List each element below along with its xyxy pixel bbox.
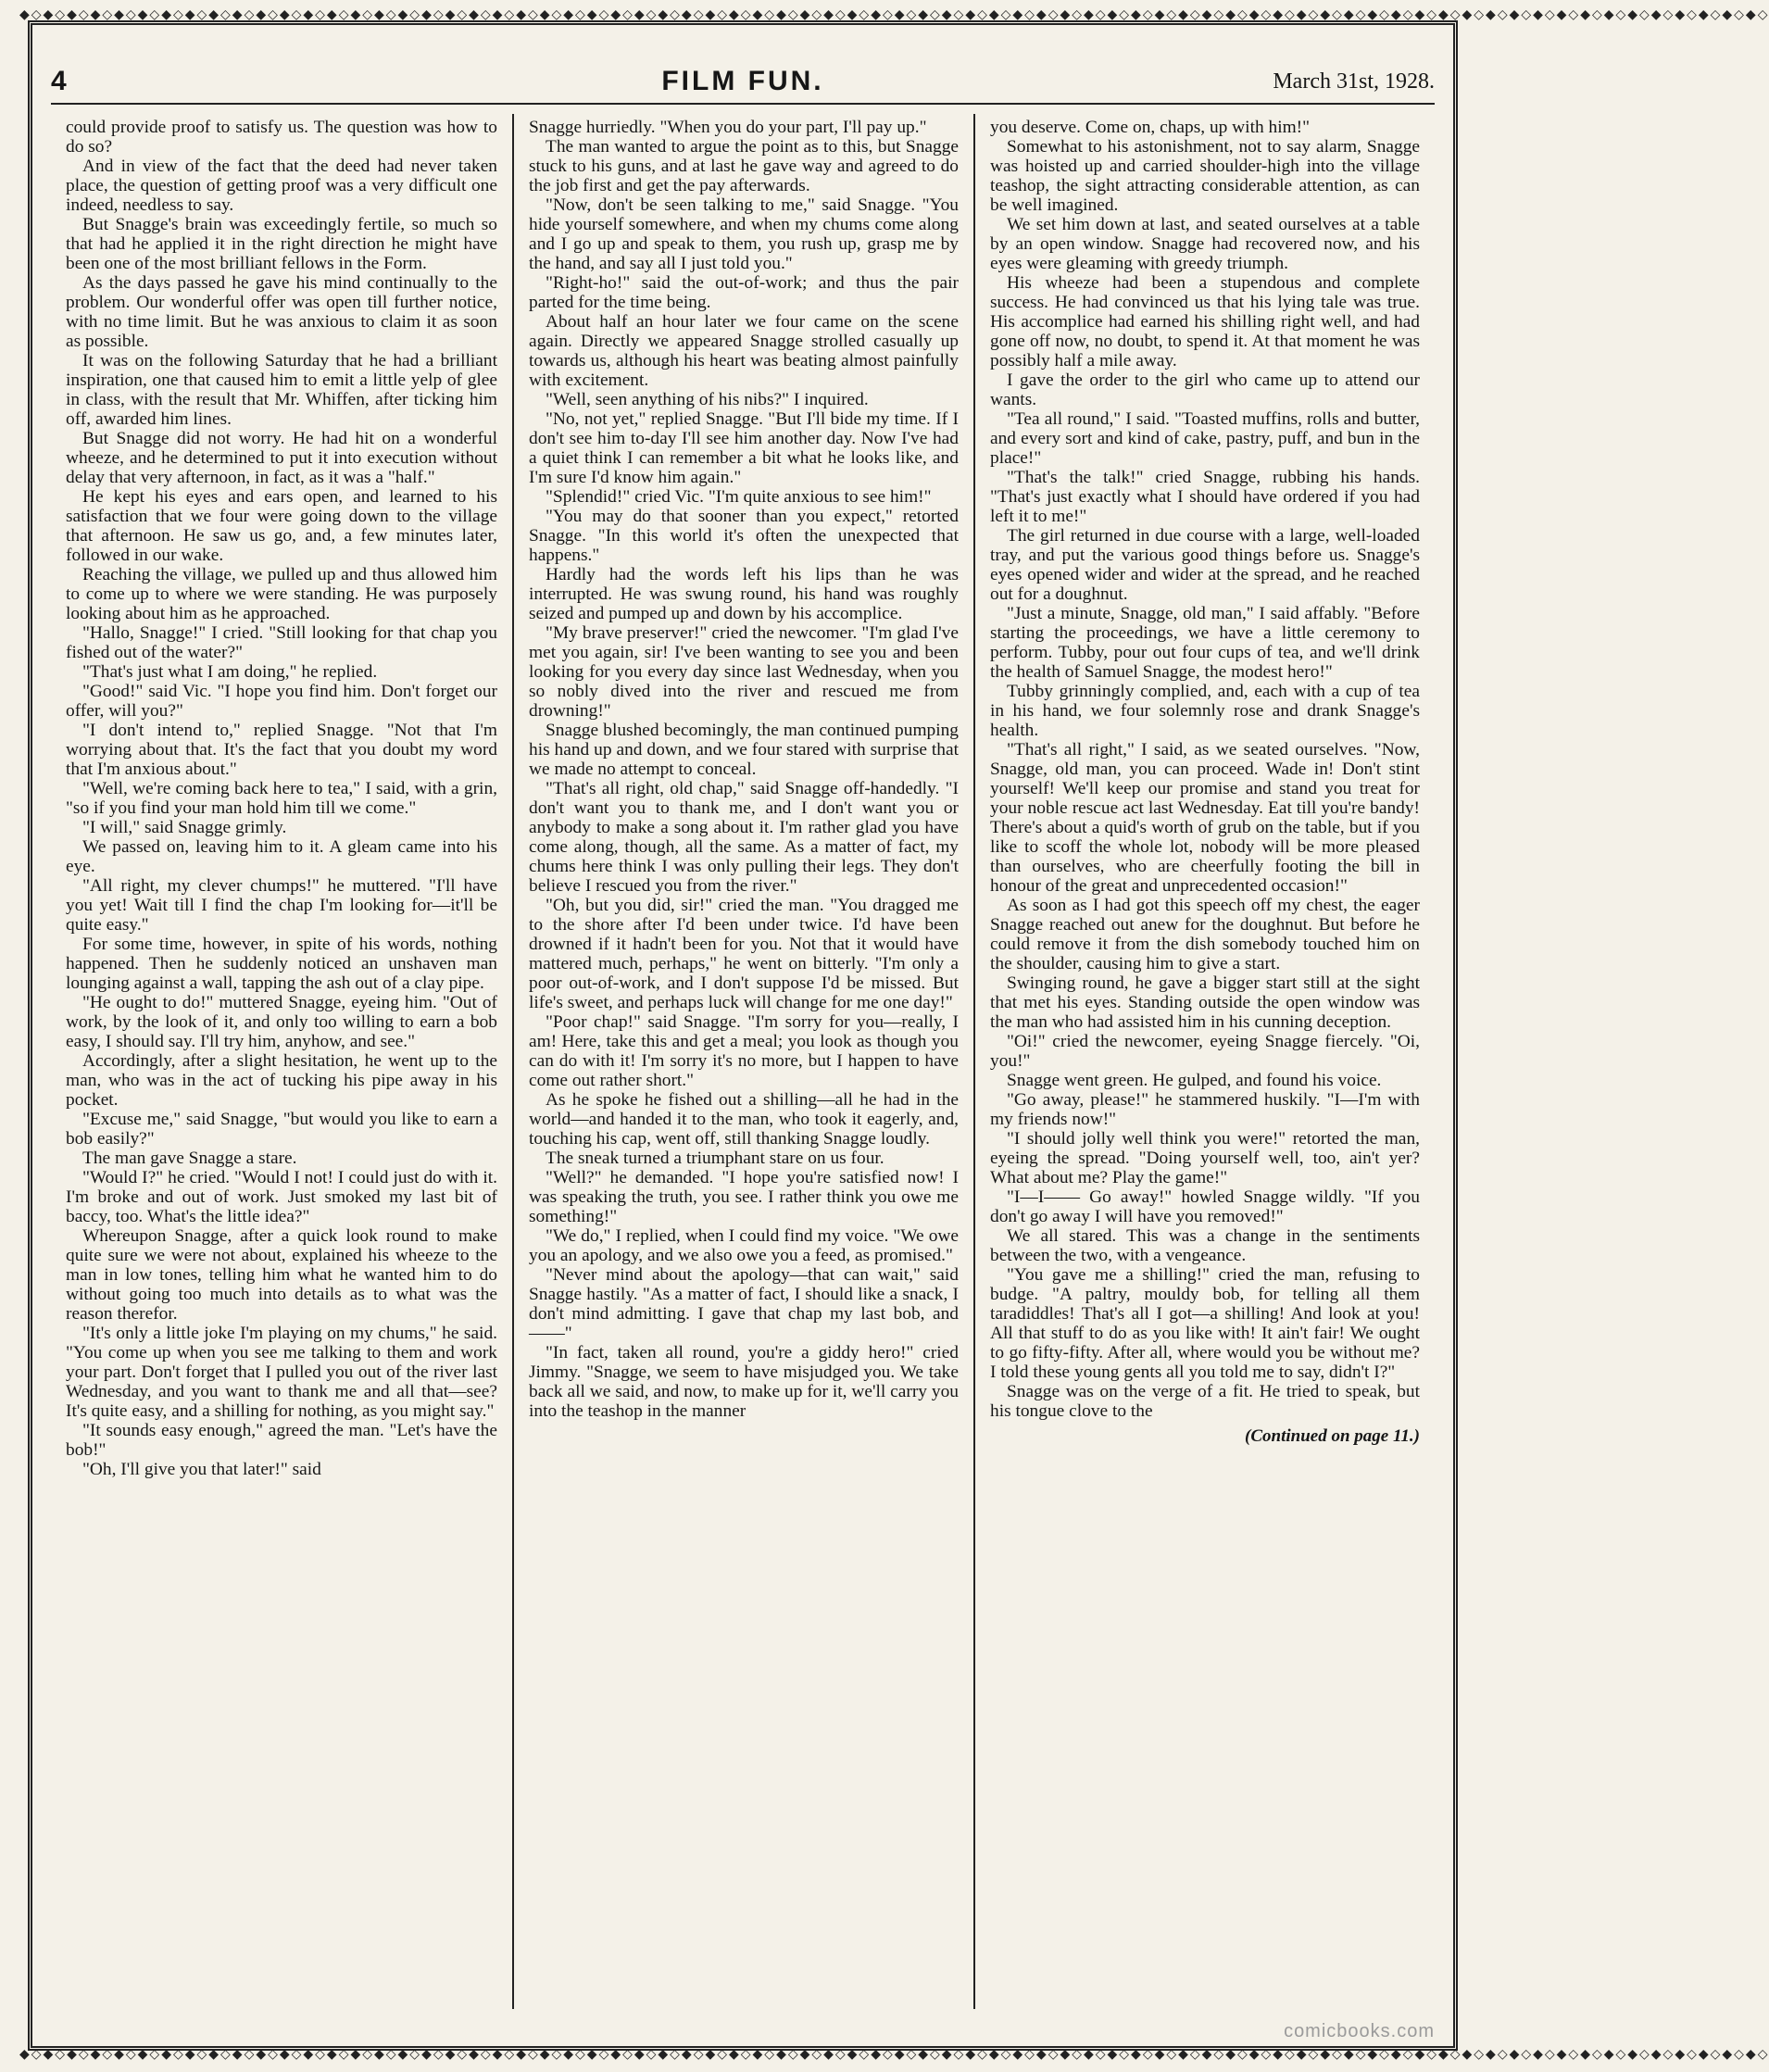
article-paragraph: Snagge hurriedly. "When you do your part, I'll pay up." xyxy=(529,118,927,137)
article-paragraph: "Oh, I'll give you that later!" said xyxy=(82,1460,321,1479)
ornamental-border-top: ◆◇◆◇◆◇◆◇◆◇◆◇◆◇◆◇◆◇◆◇◆◇◆◇◆◇◆◇◆◇◆◇◆◇◆◇◆◇◆◇◆◇◆◇◆◇◆◇◆◇◆◇◆◇◆◇◆◇◆◇◆◇◆◇◆◇◆◇◆◇◆◇◆◇◆◇◆◇◆◇◆◇◆◇◆◇◆◇◆◇◆◇◆◇◆◇◆◇◆◇◆◇◆◇◆◇◆◇◆◇◆◇◆◇◆◇◆◇◆◇◆◇◆◇◆◇◆◇◆◇◆◇◆◇◆◇◆◇◆◇◆◇◆◇◆◇◆◇ xyxy=(19,8,1769,22)
article-paragraph: Hardly had the words left his lips than he was interrupted. He was swung round, his hand was roughly seized and pumped up and down by his accomplice. xyxy=(529,565,959,623)
article-paragraph: We all stared. This was a change in the sentiments between the two, with a vengeance. xyxy=(990,1226,1420,1265)
article-paragraph: But Snagge did not worry. He had hit on a wonderful wheeze, and he determined to put it into execution without delay that very afternoon, in fact, as it was a "half." xyxy=(66,429,497,487)
article-paragraph: "We do," I replied, when I could find my voice. "We owe you an apology, and we also owe you a feed, as promised." xyxy=(529,1226,959,1265)
article-paragraph: Reaching the village, we pulled up and thus allowed him to come up to where we were standing. He was purposely looking about him as he approached. xyxy=(66,565,497,623)
article-paragraph: "Would I?" he cried. "Would I not! I could just do with it. I'm broke and out of work. Just smoked my last bit of baccy, too. What's the little idea?" xyxy=(66,1168,497,1226)
page-number: 4 xyxy=(51,66,67,96)
article-paragraph: The man gave Snagge a stare. xyxy=(82,1149,297,1168)
article-paragraph: "I should jolly well think you were!" retorted the man, eyeing the spread. "Doing yourself well, too, ain't yer? What about me? Play the game!" xyxy=(990,1129,1420,1187)
article-paragraph: "Tea all round," I said. "Toasted muffins, rolls and butter, and every sort and kind of cake, pastry, puff, and bun in the place!" xyxy=(990,409,1420,468)
article-paragraph: "No, not yet," replied Snagge. "But I'll bide my time. If I don't see him to-day I'll see him another day. Now I've had a quiet think I can remember a bit what he looks like, and I'm sure I'd know him again." xyxy=(529,409,959,487)
article-paragraph: "Well, we're coming back here to tea," I said, with a grin, "so if you find your man hold him till we come." xyxy=(66,779,497,818)
article-paragraph: Tubby grinningly complied, and, each with a cup of tea in his hand, we four solemnly rose and drank Snagge's health. xyxy=(990,682,1420,740)
article-paragraph: His wheeze had been a stupendous and complete success. He had convinced us that his lying tale was true. His accomplice had earned his shilling right well, and had gone off now, no doubt, to spend it. At that moment he was possibly half a mile away. xyxy=(990,273,1420,370)
article-paragraph: "All right, my clever chumps!" he muttered. "I'll have you yet! Wait till I find the chap I'm looking for—it'll be quite easy." xyxy=(66,876,497,935)
article-paragraph: The sneak turned a triumphant stare on us four. xyxy=(546,1149,884,1168)
article-paragraph: "You may do that sooner than you expect," retorted Snagge. "In this world it's often the unexpected that happens." xyxy=(529,507,959,565)
article-paragraph: "Hallo, Snagge!" I cried. "Still looking for that chap you fished out of the water?" xyxy=(66,623,497,662)
article-paragraph: But Snagge's brain was exceedingly fertile, so much so that had he applied it in the right direction he might have been one of the most brilliant fellows in the Form. xyxy=(66,215,497,273)
article-paragraph: We set him down at last, and seated ourselves at a table by an open window. Snagge had recovered now, and his eyes were gleaming with greedy triumph. xyxy=(990,215,1420,273)
article-paragraph: "Oh, but you did, sir!" cried the man. "You dragged me to the shore after I'd been under twice. I'd have been drowned if it hadn't been for you. Not that it would have mattered much, perhaps," he went on bitterly. "I'm only a poor out-of-work, and I don't suppose I'd be missed. But life's sweet, and perhaps luck will change for me one day!" xyxy=(529,896,959,1012)
article-paragraph: "You gave me a shilling!" cried the man, refusing to budge. "A paltry, mouldy bob, for telling all them taradiddles! That's all I got—a shilling! And look at you! All that stuff to do as you like with! It ain't fair! We ought to go fifty-fifty. After all, where would you be without me? I told these young gents all you told me to say, didn't I?" xyxy=(990,1265,1420,1382)
article-paragraph: About half an hour later we four came on the scene again. Directly we appeared Snagge strolled casually up towards us, although his heart was beating almost painfully with excitement. xyxy=(529,312,959,390)
article-paragraph: "Excuse me," said Snagge, "but would you like to earn a bob easily?" xyxy=(66,1110,497,1149)
article-paragraph: "My brave preserver!" cried the newcomer. "I'm glad I've met you again, sir! I've been wanting to see you and been looking for you every day since last Wednesday, when you so nobly dived into the river and rescued me from drowning!" xyxy=(529,623,959,721)
article-paragraph: "That's just what I am doing," he replied. xyxy=(82,662,378,682)
article-paragraph: "Well, seen anything of his nibs?" I inquired. xyxy=(546,390,869,409)
article-paragraph: As soon as I had got this speech off my chest, the eager Snagge reached out anew for the doughnut. But before he could remove it from the dish somebody touched him on the shoulder, causing him to give a start. xyxy=(990,896,1420,973)
article-paragraph: Swinging round, he gave a bigger start still at the sight that met his eyes. Standing outside the open window was the man who had assisted him in his cunning deception. xyxy=(990,973,1420,1032)
article-columns xyxy=(51,114,1435,2009)
article-paragraph: He kept his eyes and ears open, and learned to his satisfaction that we four were going down to the village that afternoon. He saw us go, and, a few minutes later, followed in our wake. xyxy=(66,487,497,565)
article-paragraph: Snagge went green. He gulped, and found his voice. xyxy=(1007,1071,1382,1090)
column-3 xyxy=(973,114,1435,2009)
article-paragraph: "In fact, taken all round, you're a giddy hero!" cried Jimmy. "Snagge, we seem to have misjudged you. We take back all we said, and now, to make up for it, we'll carry you into the teashop in the manner xyxy=(529,1343,959,1421)
article-paragraph: "I don't intend to," replied Snagge. "Not that I'm worrying about that. It's the fact that you doubt my word that I'm anxious about." xyxy=(66,721,497,779)
article-paragraph: "Now, don't be seen talking to me," said Snagge. "You hide yourself somewhere, and when my chums come along and I go up and speak to them, you rush up, grasp me by the hand, and say all I just told you." xyxy=(529,195,959,273)
article-paragraph: As the days passed he gave his mind continually to the problem. Our wonderful offer was open till further notice, with no time limit. But he was anxious to claim it as soon as possible. xyxy=(66,273,497,351)
article-paragraph: "Splendid!" cried Vic. "I'm quite anxious to see him!" xyxy=(546,487,932,507)
article-paragraph: Whereupon Snagge, after a quick look round to make quite sure we were not about, explained his wheeze to the man in low tones, telling him what he wanted him to do without going too much into details as to what was the reason therefor. xyxy=(66,1226,497,1324)
article-paragraph: "Poor chap!" said Snagge. "I'm sorry for you—really, I am! Here, take this and get a meal; you look as though you can do with it! I'm sorry it's no more, but I happen to have come out rather short." xyxy=(529,1012,959,1090)
article-paragraph: "Well?" he demanded. "I hope you're satisfied now! I was speaking the truth, you see. I rather think you owe me something!" xyxy=(529,1168,959,1226)
ornamental-border-bottom: ◆◇◆◇◆◇◆◇◆◇◆◇◆◇◆◇◆◇◆◇◆◇◆◇◆◇◆◇◆◇◆◇◆◇◆◇◆◇◆◇◆◇◆◇◆◇◆◇◆◇◆◇◆◇◆◇◆◇◆◇◆◇◆◇◆◇◆◇◆◇◆◇◆◇◆◇◆◇◆◇◆◇◆◇◆◇◆◇◆◇◆◇◆◇◆◇◆◇◆◇◆◇◆◇◆◇◆◇◆◇◆◇◆◇◆◇◆◇◆◇◆◇◆◇◆◇◆◇◆◇◆◇◆◇◆◇◆◇◆◇◆◇◆◇◆◇◆◇ xyxy=(19,2048,1769,2062)
article-paragraph: For some time, however, in spite of his words, nothing happened. Then he suddenly noticed an unshaven man lounging against a wall, tapping the ash out of a clay pipe. xyxy=(66,935,497,993)
article-paragraph: Accordingly, after a slight hesitation, he went up to the man, who was in the act of tucking his pipe away in his pocket. xyxy=(66,1051,497,1110)
continued-note: (Continued on page 11.) xyxy=(1245,1426,1420,1446)
article-paragraph: I gave the order to the girl who came up to attend our wants. xyxy=(990,370,1420,409)
article-paragraph: Snagge blushed becomingly, the man continued pumping his hand up and down, and we four stared with surprise that we made no attempt to conceal. xyxy=(529,721,959,779)
column-1 xyxy=(51,114,512,2009)
article-paragraph: "He ought to do!" muttered Snagge, eyeing him. "Out of work, by the look of it, and only too willing to earn a bob easy, I should say. I'll try him, anyhow, and see." xyxy=(66,993,497,1051)
article-paragraph: "That's the talk!" cried Snagge, rubbing his hands. "That's just exactly what I should have ordered if you had left it to me!" xyxy=(990,468,1420,526)
article-paragraph: "I—I—— Go away!" howled Snagge wildly. "If you don't go away I will have you removed!" xyxy=(990,1187,1420,1226)
article-paragraph: "Right-ho!" said the out-of-work; and thus the pair parted for the time being. xyxy=(529,273,959,312)
article-paragraph: We passed on, leaving him to it. A gleam came into his eye. xyxy=(66,837,497,876)
column-2 xyxy=(512,114,973,2009)
watermark: comicbooks.com xyxy=(1284,2021,1435,2041)
article-paragraph: "I will," said Snagge grimly. xyxy=(82,818,287,837)
article-paragraph: The girl returned in due course with a large, well-loaded tray, and put the various good things before us. Snagge's eyes opened wider and wider at the spread, and he reached out for a doughnut. xyxy=(990,526,1420,604)
publication-title: FILM FUN. xyxy=(661,66,824,96)
article-paragraph: "That's all right," I said, as we seated ourselves. "Now, Snagge, old man, you can proceed. Wade in! Don't stint yourself! We'll keep our promise and stand you treat for your noble rescue act last Wednesday. Eat till you're bandy! There's about a quid's worth of grub on the table, but if you like to scoff the whole lot, nobody will be more pleased than ourselves, who are cheerfully footing the bill in honour of the great and unprecedented occasion!" xyxy=(990,740,1420,896)
article-paragraph: "Oi!" cried the newcomer, eyeing Snagge fiercely. "Oi, you!" xyxy=(990,1032,1420,1071)
newspaper-page xyxy=(19,8,1769,2062)
article-paragraph: could provide proof to satisfy us. The question was how to do so? xyxy=(66,118,497,157)
article-paragraph: "It's only a little joke I'm playing on my chums," he said. "You come up when you see me talking to them and work your part. Don't forget that I pulled you out of the river last Wednesday, and you want to thank me and all that—see? It's quite easy, and a shilling for nothing, as you might say." xyxy=(66,1324,497,1421)
article-paragraph: "Go away, please!" he stammered huskily. "I—I'm with my friends now!" xyxy=(990,1090,1420,1129)
article-paragraph: As he spoke he fished out a shilling—all he had in the world—and handed it to the man, who took it eagerly, and, touching his cap, went off, still thanking Snagge loudly. xyxy=(529,1090,959,1149)
article-paragraph: "Just a minute, Snagge, old man," I said affably. "Before starting the proceedings, we have a little ceremony to perform. Tubby, pour out four cups of tea, and we'll drink the health of Samuel Snagge, the modest hero!" xyxy=(990,604,1420,682)
masthead xyxy=(51,62,1435,105)
article-paragraph: Somewhat to his astonishment, not to say alarm, Snagge was hoisted up and carried shoulder-high into the village teashop, the sight attracting considerable attention, as can be well imagined. xyxy=(990,137,1420,215)
article-paragraph: The man wanted to argue the point as to this, but Snagge stuck to his guns, and at last he gave way and agreed to do the job first and get the pay afterwards. xyxy=(529,137,959,195)
article-paragraph: Snagge was on the verge of a fit. He tried to speak, but his tongue clove to the xyxy=(990,1382,1420,1421)
article-paragraph: "It sounds easy enough," agreed the man. "Let's have the bob!" xyxy=(66,1421,497,1460)
article-paragraph: "Never mind about the apology—that can wait," said Snagge hastily. "As a matter of fact, I should like a snack, I don't mind admitting. I gave that chap my last bob, and——" xyxy=(529,1265,959,1343)
article-paragraph: It was on the following Saturday that he had a brilliant inspiration, one that caused him to emit a little yelp of glee in class, with the result that Mr. Whiffen, after ticking him off, awarded him lines. xyxy=(66,351,497,429)
article-paragraph: "That's all right, old chap," said Snagge off-handedly. "I don't want you to thank me, and I don't want you or anybody to make a song about it. I'm rather glad you have come along, though, all the same. As a matter of fact, my chums here think I was only pulling their legs. They don't believe I rescued you from the river." xyxy=(529,779,959,896)
article-paragraph: you deserve. Come on, chaps, up with him!" xyxy=(990,118,1311,137)
article-paragraph: And in view of the fact that the deed had never taken place, the question of getting proof was a very difficult one indeed, needless to say. xyxy=(66,157,497,215)
article-paragraph: "Good!" said Vic. "I hope you find him. Don't forget our offer, will you?" xyxy=(66,682,497,721)
issue-date: March 31st, 1928. xyxy=(1273,69,1435,94)
